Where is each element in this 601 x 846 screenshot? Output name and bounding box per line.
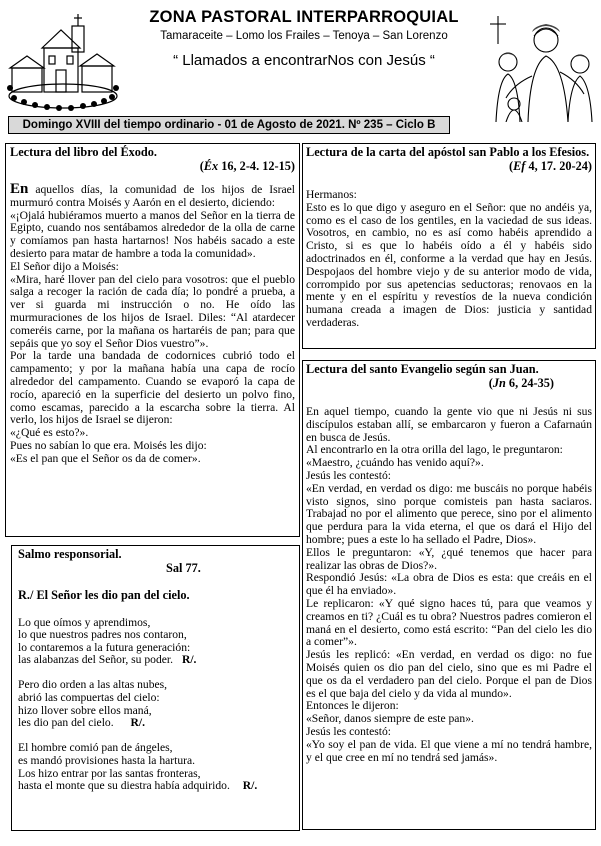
- psalm-verse: hasta el monte que su diestra había adquirido. R/.: [18, 779, 258, 793]
- gospel-paragraph: Jesús les contestó:: [306, 468, 392, 482]
- jesus-illustration: [484, 14, 596, 122]
- psalm-verse: lo que nuestros padres nos contaron,: [18, 628, 187, 642]
- psalm-response: R./ El Señor les dio pan del cielo.: [18, 588, 190, 602]
- responsorial-psalm: [11, 545, 300, 831]
- church-logo: [4, 8, 122, 112]
- psalm-verse: Los hizo entrar por las santas fronteras,: [18, 766, 201, 780]
- psalm-verse: es mandó provisiones hasta la hartura.: [18, 754, 196, 768]
- reading-ephesians: [302, 143, 596, 349]
- exodus-paragraph: «Mira, haré llover pan del cielo para vosotros: que el pueblo salga a recoger la ración de cada día; lo pondré a prueba, a ver si guarda mi instrucción o no. He oído las murmuraciones de los hijos de Israel. Diles: “Al atardecer comeréis carne, por la mañana os hartaréis de pan; para que sepáis que yo soy el Señor Dios vuestro”».: [10, 272, 295, 350]
- gospel-paragraph: Jesús les replicó: «En verdad, en verdad os digo: no fue Moisés quien os dio pan del cielo, sino que es mi Padre el que os da el verdadero pan del cielo. Porque el pan de Dios es el que baja del cielo y da vida al mundo».: [306, 648, 592, 700]
- gospel-paragraph: Al encontrarlo en la otra orilla del lago, le preguntaron:: [306, 443, 563, 457]
- psalm-verse: Lo que oímos y aprendimos,: [18, 615, 151, 629]
- reading-gospel: [302, 360, 596, 830]
- gospel-text: [306, 406, 592, 764]
- exodus-reference: (Éx 16, 2-4. 12-15): [199, 158, 295, 173]
- gospel-paragraph: Jesús les contestó:: [306, 724, 392, 738]
- exodus-paragraph: Pues no sabían lo que era. Moisés les dijo:: [10, 438, 207, 452]
- header-motto: “ Llamados a encontrarNos con Jesús “: [173, 52, 435, 69]
- ephesians-paragraph: Hermanos:: [306, 188, 357, 201]
- psalm-title: Salmo responsorial.: [18, 547, 122, 561]
- exodus-text: [10, 183, 295, 466]
- ephesians-reference: (Ef 4, 17. 20-24): [508, 158, 592, 173]
- psalm-verse: lo contaremos a la futura generación:: [18, 640, 191, 654]
- gospel-title: Lectura del santo Evangelio según san Juan.: [306, 362, 539, 376]
- psalm-verse: las alabanzas del Señor, su poder. R/.: [18, 653, 197, 667]
- header-title: ZONA PASTORAL INTERPARROQUIAL: [149, 8, 459, 26]
- date-bar: Domingo XVIII del tiempo ordinario - 01 de Agosto de 2021. Nº 235 – Ciclo B: [8, 116, 450, 134]
- reading-exodus: [5, 143, 300, 537]
- psalm-verse: El hombre comió pan de ángeles,: [18, 741, 173, 755]
- exodus-paragraph: «¿Qué es esto?».: [10, 426, 89, 440]
- gospel-reference: (Jn 6, 24-35): [488, 375, 554, 390]
- exodus-paragraph: «¡Ojalá hubiéramos muerto a manos del Señor en la tierra de Egipto, cuando nos sentábamos alrededor de la olla de carne y comíamos pan hasta hartarnos! Nos habéis sacado a este desierto para matar de hambre a toda la comunidad».: [10, 208, 295, 260]
- exodus-paragraph: Por la tarde una bandada de codornices cubrió todo el campamento; y por la mañana había una capa de rocío alrededor del campamento. Cuando se evaporó la capa de rocío, apareció en la superficie del desierto un polvo fino, como escamas, parecido a la escarcha sobre la tierra. Al verlo, los hijos de Israel se dijeron:: [10, 349, 295, 427]
- gospel-paragraph: «Maestro, ¿cuándo has venido aquí?».: [306, 456, 484, 470]
- exodus-paragraph: En aquellos días, la comunidad de los hijos de Israel murmuró contra Moisés y Aarón en el desierto, diciendo:: [10, 181, 295, 209]
- exodus-paragraph: El Señor dijo a Moisés:: [10, 259, 119, 273]
- gospel-paragraph: En aquel tiempo, cuando la gente vio que ni Jesús ni sus discípulos estaban allí, se embarcaron y fueron a Cafarnaún en busca de Jesús.: [306, 405, 592, 444]
- exodus-paragraph: «Es el pan que el Señor os da de comer».: [10, 451, 201, 465]
- ephesians-text: [306, 189, 592, 330]
- psalm-verse: Pero dio orden a las altas nubes,: [18, 678, 168, 692]
- psalm-text: [18, 617, 293, 793]
- gospel-paragraph: Entonces le dijeron:: [306, 699, 399, 713]
- gospel-paragraph: Le replicaron: «Y qué signo haces tú, para que veamos y creamos en ti? ¿Cuál es tu obra? Nuestros padres comieron el maná en el desierto, como está escrito: “Pan del cielo les dio a comer”».: [306, 596, 592, 649]
- gospel-paragraph: Ellos le preguntaron: «Y, ¿qué tenemos que hacer para realizar las obras de Dios?».: [306, 545, 592, 572]
- psalm-verse: les dio pan del cielo. R/.: [18, 716, 146, 730]
- psalm-verse: abrió las compuertas del cielo:: [18, 691, 160, 705]
- gospel-paragraph: «Señor, danos siempre de este pan».: [306, 712, 474, 726]
- ephesians-title: Lectura de la carta del apóstol san Pablo a los Efesios.: [306, 145, 590, 159]
- ephesians-paragraph: Esto es lo que digo y aseguro en el Señor: que no andéis ya, como es el caso de los gentiles, en la vaciedad de sus ideas. Vosotros, en cambio, no es así como habéis aprendido a Cristo, si es que lo habéis oído a él y habéis sido adoctrinados en él, conforme a la verdad que hay en Jesús. Despojaos del hombre viejo y de su anterior modo de vida, corrompido por sus apetencias seductoras; renovaos en la mente y en el espíritu y revestíos de la nueva condición humana creada a imagen de Dios: justicia y santidad verdaderas.: [306, 200, 592, 329]
- header-subtitle: Tamaraceite – Lomo los Frailes – Tenoya – San Lorenzo: [160, 30, 448, 42]
- psalm-reference: Sal 77.: [166, 560, 201, 575]
- psalm-verse: hizo llover sobre ellos maná,: [18, 703, 152, 717]
- exodus-title: Lectura del libro del Éxodo.: [10, 145, 157, 159]
- gospel-paragraph: Respondió Jesús: «La obra de Dios es esta: que creáis en el que él ha enviado».: [306, 571, 592, 598]
- gospel-paragraph: «Yo soy el pan de vida. El que viene a mí no tendrá hambre, y el que cree en mí no tendrá sed jamás».: [306, 737, 592, 764]
- gospel-paragraph: «En verdad, en verdad os digo: me buscáis no porque habéis visto signos, sino porque comisteis pan hasta saciaros. Trabajad no por el alimento que perece, sino por el alimento que perdura para la vida eterna, el que os dará el Hijo del hombre; pues a este lo ha sellado el Padre, Dios».: [306, 481, 592, 546]
